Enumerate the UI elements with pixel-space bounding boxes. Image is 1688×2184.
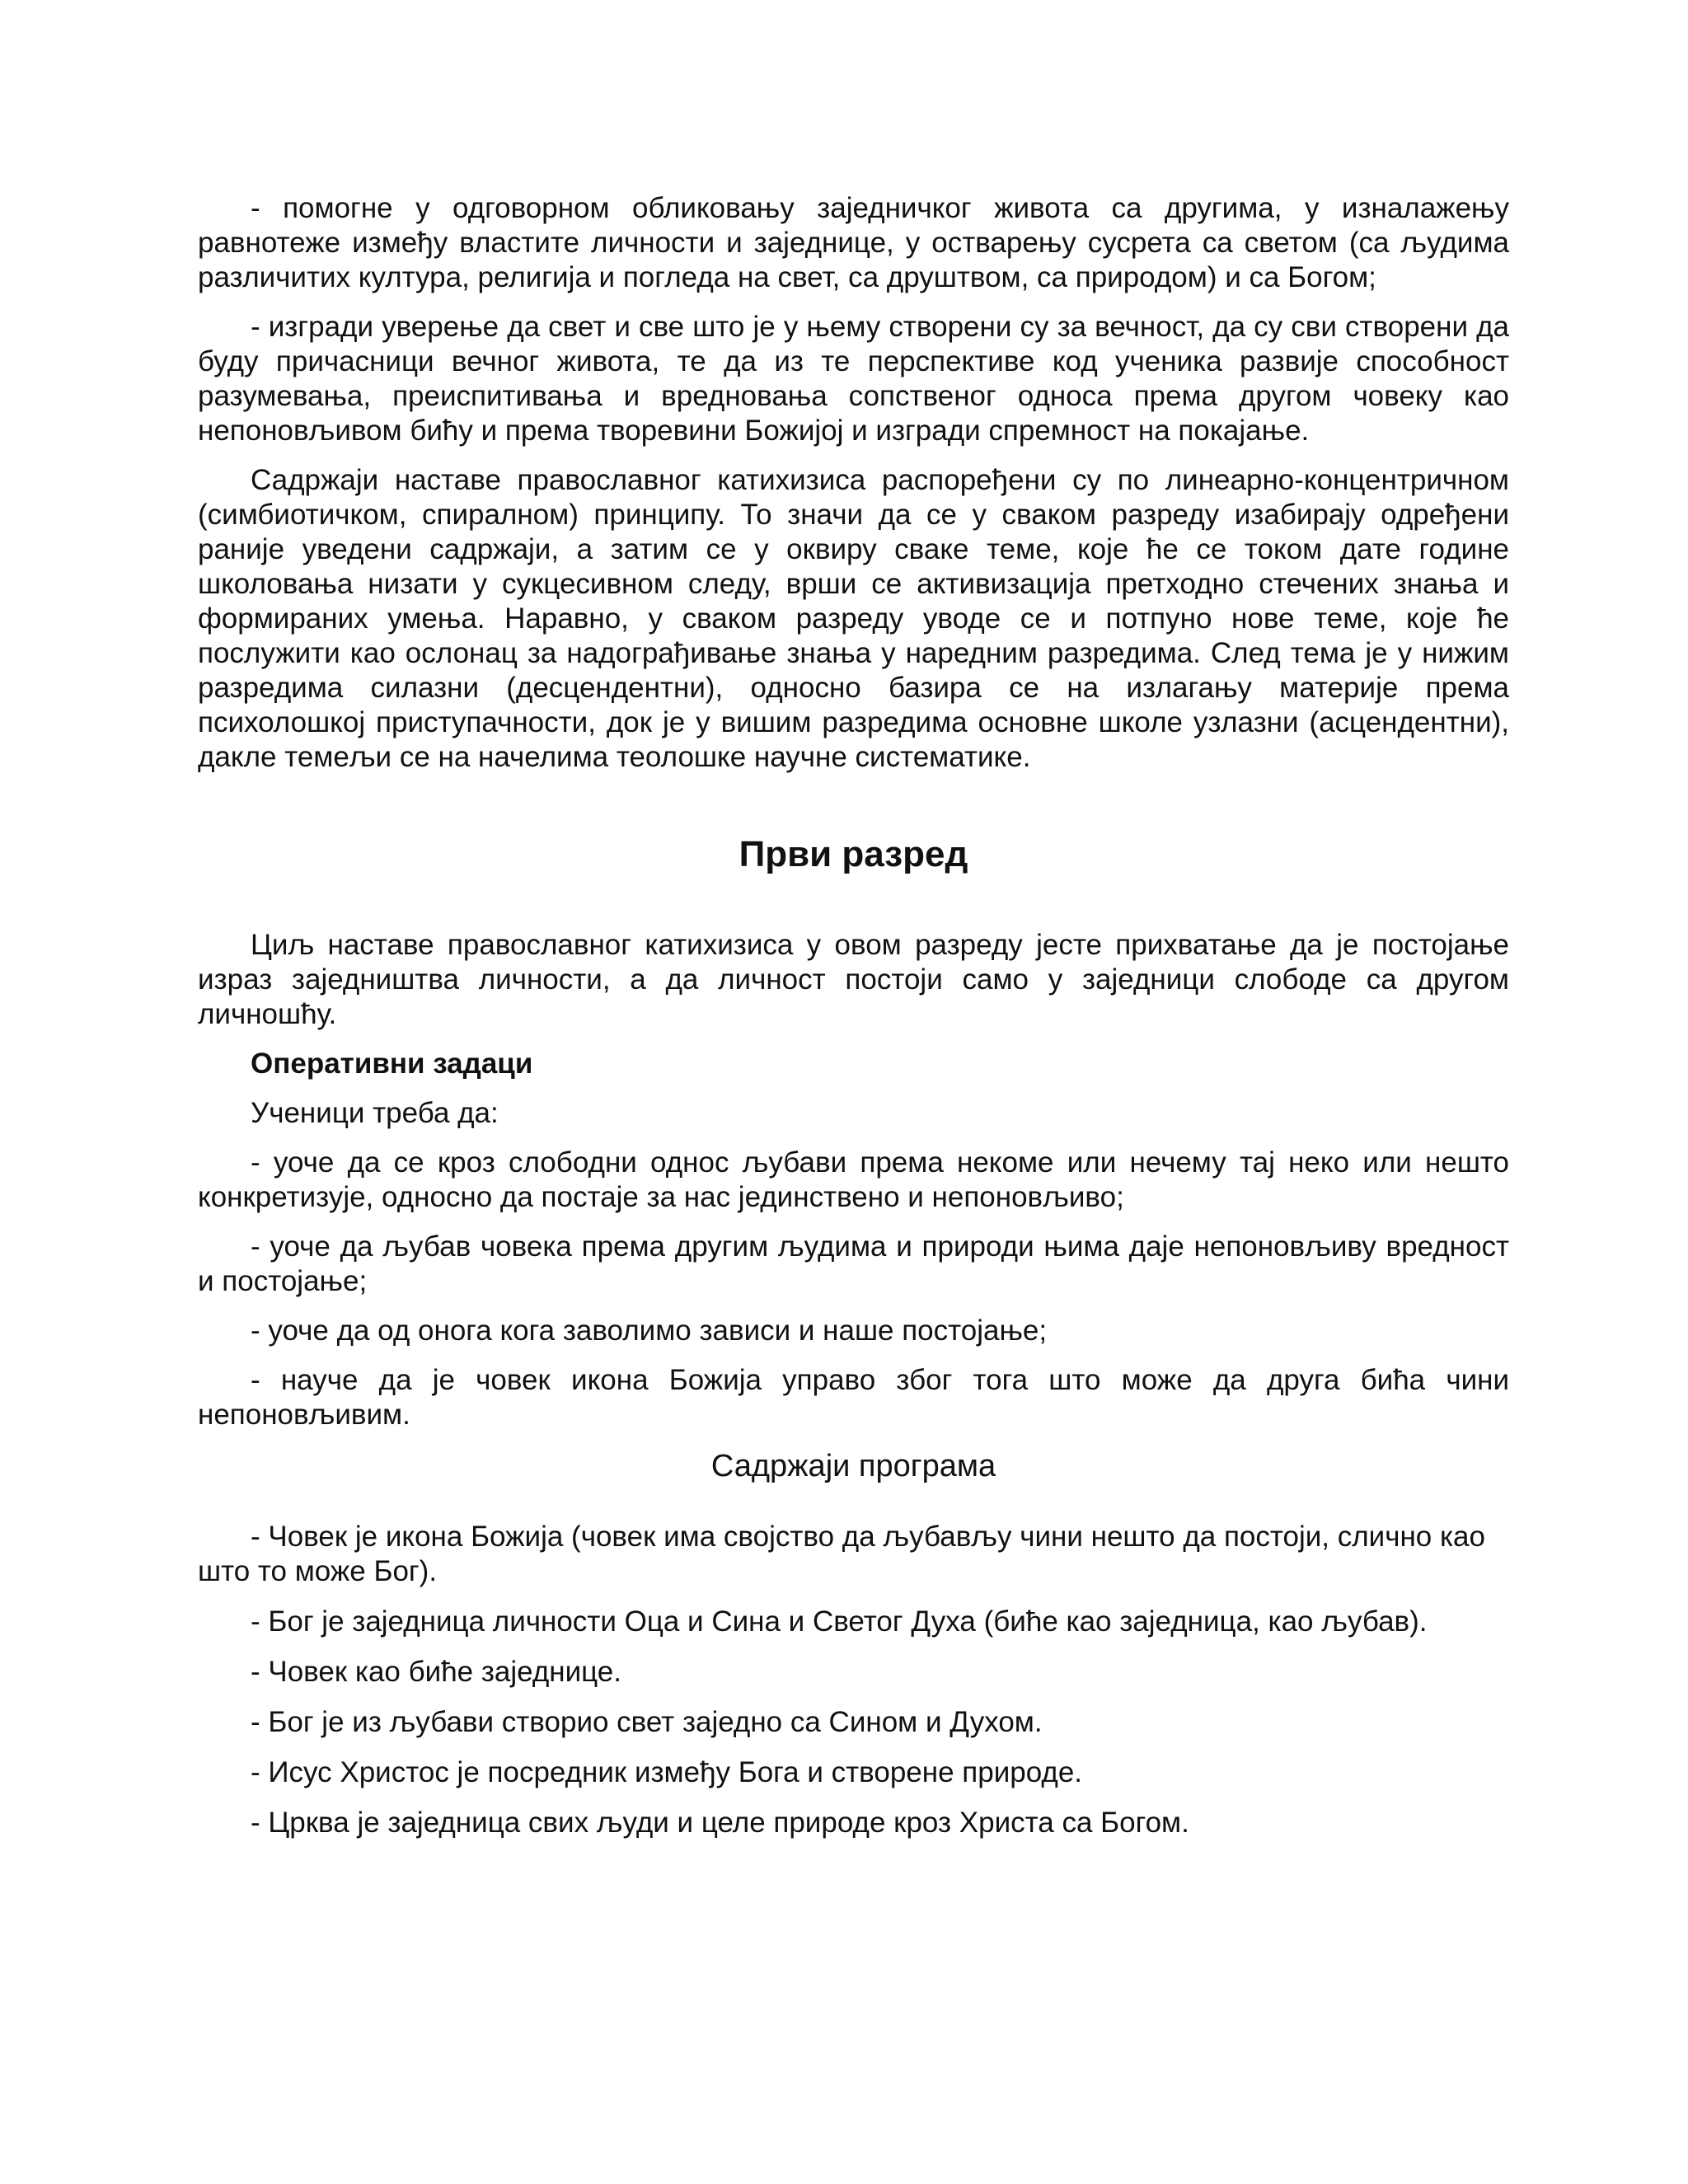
tasks-intro: Ученици треба да:	[251, 1097, 499, 1129]
content-item-5: - Исус Христос је посредник између Бога и створене природе.	[251, 1756, 1083, 1788]
content-heading: Садржаји програма	[710, 1449, 996, 1483]
content-item-6: - Црква је заједница свих људи и целе природе кроз Христа са Богом.	[251, 1807, 1189, 1839]
task-item-1: - уоче да се кроз слободни однос љубави према некоме или нечему тај неко или нешто конкретизује, односно да постаје за нас јединствено и непоновљиво;	[198, 1146, 1509, 1213]
goal-paragraph: Циљ наставе православног катихизиса у овом разреду јесте прихватање да је постојање израз заједништва личности, а да личност постоји само у заједници слободе са другом личношћу.	[198, 929, 1509, 1030]
content-item-4: - Бог је из љубави створио свет заједно са Сином и Духом.	[251, 1706, 1043, 1738]
task-item-3: - уоче да од онога кога заволимо зависи и наше постојање;	[251, 1315, 1048, 1347]
content-item-2: - Бог је заједница личности Оца и Сина и Светог Духа (биће као заједница, као љубав).	[251, 1605, 1428, 1638]
document-page	[198, 191, 1509, 1856]
section-title: Први разред	[738, 834, 968, 874]
task-item-4: - науче да је човек икона Божија управо због тога што може да друга бића чини непоновљивим.	[198, 1364, 1509, 1431]
intro-paragraph-1: - помогне у одговорном обликовању заједничког живота са другима, у изналажењу равнотеже између властите личности и заједнице, у остварењу сусрета са светом (са људима различитих култура, религија и погледа на свет, са друштвом, са природом) и са Богом;	[198, 192, 1509, 293]
content-item-3: - Човек као биће заједнице.	[251, 1656, 621, 1688]
intro-paragraph-2: - изгради уверење да свет и све што је у њему створени су за вечност, да су сви створени да буду причасници вечног живота, те да из те перспективе код ученика развије способност разумевања, преиспитивања и вредновања сопственог односа према другом човеку као непоновљивом бићу и према творевини Божијој и изгради спремност на покајање.	[198, 311, 1509, 447]
tasks-heading: Оперативни задаци	[251, 1047, 533, 1080]
task-item-2: - уоче да љубав човека према другим људима и природи њима даје непоновљиву вредност и постојање;	[198, 1230, 1509, 1297]
intro-paragraph-3: Садржаји наставе православног катихизиса распоређени су по линеарно-концентричном (симбиотичком, спиралном) принципу. То значи да се у сваком разреду изабирају одређени раније уведени садржаји, а затим се у оквиру сваке теме, које ће се током дате године школовања низати у сукцесивном следу, врши се активизација претходно стечених знања и формираних умења. Наравно, у сваком разреду уводе се и потпуно нове теме, које ће послужити као ослонац за надограђивање знања у наредним разредима. След тема је у нижим разредима силазни (десцендентни), односно базира се на излагању материје према психолошкој приступачности, док је у вишим разредима основне школе узлазни (асцендентни), дакле темељи се на начелима теолошке научне систематике.	[198, 464, 1509, 773]
content-item-1: - Човек је икона Божија (човек има својство да љубављу чини нешто да постоји, слично као што то може Бог).	[198, 1521, 1485, 1587]
